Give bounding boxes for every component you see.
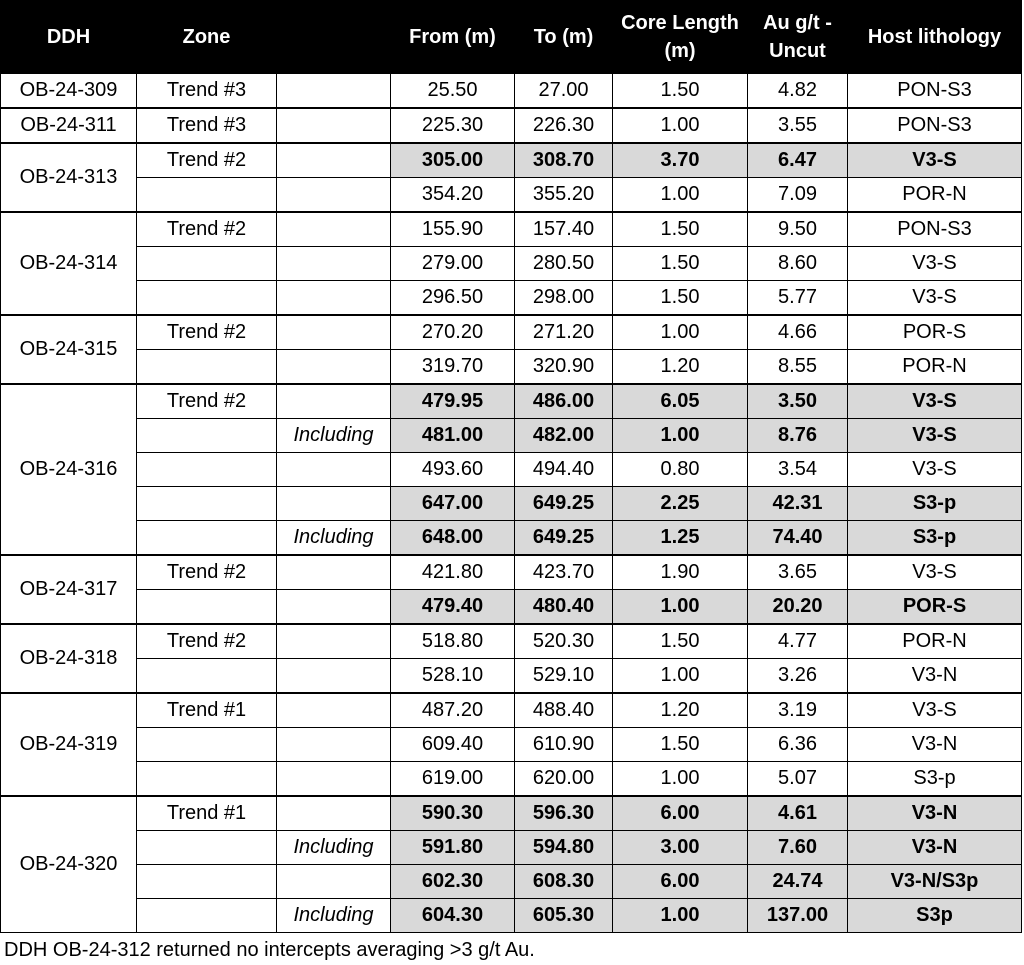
core-length-cell: 1.50 <box>613 728 748 762</box>
from-cell: 305.00 <box>391 143 515 178</box>
table-row <box>1 521 1022 556</box>
host-lithology-cell: V3-S <box>848 555 1022 590</box>
au-grade-cell: 3.26 <box>748 659 848 694</box>
note-cell <box>277 350 391 385</box>
col-header-core-length <box>613 0 748 74</box>
host-lithology-cell: V3-S <box>848 453 1022 487</box>
to-cell: 649.25 <box>515 487 613 521</box>
from-cell: 493.60 <box>391 453 515 487</box>
zone-cell: Trend #2 <box>137 555 277 590</box>
to-cell: 529.10 <box>515 659 613 694</box>
table-row <box>1 555 1022 590</box>
table-row <box>1 384 1022 419</box>
from-cell: 647.00 <box>391 487 515 521</box>
host-lithology-cell: V3-N/S3p <box>848 865 1022 899</box>
to-cell: 520.30 <box>515 624 613 659</box>
core-length-cell: 1.00 <box>613 659 748 694</box>
host-lithology-cell: V3-N <box>848 659 1022 694</box>
col-header-ddh: DDH <box>1 0 137 74</box>
core-length-cell: 1.00 <box>613 762 748 797</box>
table-row <box>1 143 1022 178</box>
ddh-cell: OB-24-311 <box>1 108 137 143</box>
col-header-au-line2: Uncut <box>769 39 826 62</box>
zone-cell: Trend #3 <box>137 108 277 143</box>
core-length-cell: 3.70 <box>613 143 748 178</box>
to-cell: 423.70 <box>515 555 613 590</box>
to-cell: 596.30 <box>515 796 613 831</box>
to-cell: 494.40 <box>515 453 613 487</box>
from-cell: 487.20 <box>391 693 515 728</box>
host-lithology-cell: PON-S3 <box>848 74 1022 109</box>
to-cell: 27.00 <box>515 74 613 109</box>
core-length-cell: 1.00 <box>613 590 748 625</box>
table-row <box>1 419 1022 453</box>
ddh-cell: OB-24-318 <box>1 624 137 693</box>
footnote: DDH OB-24-312 returned no intercepts averaging >3 g/t Au. <box>4 939 535 961</box>
zone-cell <box>137 247 277 281</box>
au-grade-cell: 24.74 <box>748 865 848 899</box>
from-cell: 590.30 <box>391 796 515 831</box>
col-header-to: To (m) <box>515 0 613 74</box>
table-row <box>1 796 1022 831</box>
ddh-cell: OB-24-313 <box>1 143 137 212</box>
host-lithology-cell: POR-N <box>848 178 1022 213</box>
table-header <box>1 0 1022 74</box>
to-cell: 620.00 <box>515 762 613 797</box>
zone-cell <box>137 831 277 865</box>
note-cell <box>277 247 391 281</box>
core-length-cell: 2.25 <box>613 487 748 521</box>
note-cell <box>277 74 391 109</box>
ddh-cell: OB-24-320 <box>1 796 137 933</box>
from-cell: 270.20 <box>391 315 515 350</box>
note-cell: Including <box>277 521 391 556</box>
table-row <box>1 281 1022 316</box>
note-cell <box>277 212 391 247</box>
to-cell: 605.30 <box>515 899 613 933</box>
from-cell: 279.00 <box>391 247 515 281</box>
note-cell: Including <box>277 831 391 865</box>
zone-cell <box>137 865 277 899</box>
note-cell <box>277 315 391 350</box>
table-row <box>1 831 1022 865</box>
au-grade-cell: 4.66 <box>748 315 848 350</box>
to-cell: 355.20 <box>515 178 613 213</box>
core-length-cell: 1.50 <box>613 624 748 659</box>
to-cell: 488.40 <box>515 693 613 728</box>
host-lithology-cell: V3-S <box>848 384 1022 419</box>
zone-cell: Trend #3 <box>137 74 277 109</box>
to-cell: 280.50 <box>515 247 613 281</box>
host-lithology-cell: PON-S3 <box>848 108 1022 143</box>
from-cell: 421.80 <box>391 555 515 590</box>
au-grade-cell: 42.31 <box>748 487 848 521</box>
from-cell: 296.50 <box>391 281 515 316</box>
core-length-cell: 1.50 <box>613 281 748 316</box>
core-length-cell: 1.20 <box>613 350 748 385</box>
host-lithology-cell: POR-N <box>848 624 1022 659</box>
note-cell <box>277 487 391 521</box>
note-cell: Including <box>277 419 391 453</box>
table-row <box>1 178 1022 213</box>
core-length-cell: 1.50 <box>613 74 748 109</box>
zone-cell <box>137 419 277 453</box>
au-grade-cell: 5.77 <box>748 281 848 316</box>
ddh-cell: OB-24-309 <box>1 74 137 109</box>
note-cell <box>277 384 391 419</box>
table-row <box>1 247 1022 281</box>
zone-cell <box>137 590 277 625</box>
ddh-cell: OB-24-316 <box>1 384 137 555</box>
au-grade-cell: 3.65 <box>748 555 848 590</box>
col-header-au <box>748 0 848 74</box>
au-grade-cell: 7.09 <box>748 178 848 213</box>
au-grade-cell: 6.36 <box>748 728 848 762</box>
note-cell <box>277 728 391 762</box>
core-length-cell: 1.90 <box>613 555 748 590</box>
au-grade-cell: 8.76 <box>748 419 848 453</box>
au-grade-cell: 4.82 <box>748 74 848 109</box>
note-cell <box>277 624 391 659</box>
col-header-zone: Zone <box>137 0 277 74</box>
table-row <box>1 212 1022 247</box>
host-lithology-cell: V3-S <box>848 419 1022 453</box>
table-row <box>1 108 1022 143</box>
au-grade-cell: 4.77 <box>748 624 848 659</box>
to-cell: 486.00 <box>515 384 613 419</box>
from-cell: 479.40 <box>391 590 515 625</box>
host-lithology-cell: POR-S <box>848 590 1022 625</box>
from-cell: 25.50 <box>391 74 515 109</box>
col-header-core-length-line1: Core Length <box>621 11 739 34</box>
au-grade-cell: 9.50 <box>748 212 848 247</box>
header-row <box>1 0 1022 74</box>
from-cell: 602.30 <box>391 865 515 899</box>
au-grade-cell: 5.07 <box>748 762 848 797</box>
from-cell: 479.95 <box>391 384 515 419</box>
to-cell: 482.00 <box>515 419 613 453</box>
note-cell <box>277 762 391 797</box>
core-length-cell: 6.00 <box>613 865 748 899</box>
au-grade-cell: 74.40 <box>748 521 848 556</box>
to-cell: 480.40 <box>515 590 613 625</box>
col-header-host: Host lithology <box>848 0 1022 74</box>
ddh-cell: OB-24-314 <box>1 212 137 315</box>
ddh-cell: OB-24-319 <box>1 693 137 796</box>
zone-cell: Trend #2 <box>137 384 277 419</box>
zone-cell <box>137 487 277 521</box>
core-length-cell: 1.25 <box>613 521 748 556</box>
host-lithology-cell: V3-S <box>848 281 1022 316</box>
note-cell <box>277 555 391 590</box>
au-grade-cell: 137.00 <box>748 899 848 933</box>
au-grade-cell: 8.55 <box>748 350 848 385</box>
from-cell: 528.10 <box>391 659 515 694</box>
core-length-cell: 1.20 <box>613 693 748 728</box>
au-grade-cell: 3.50 <box>748 384 848 419</box>
col-header-core-length-line2: (m) <box>664 39 696 62</box>
host-lithology-cell: V3-S <box>848 143 1022 178</box>
core-length-cell: 1.00 <box>613 419 748 453</box>
host-lithology-cell: POR-S <box>848 315 1022 350</box>
from-cell: 619.00 <box>391 762 515 797</box>
au-grade-cell: 6.47 <box>748 143 848 178</box>
table-row <box>1 728 1022 762</box>
to-cell: 271.20 <box>515 315 613 350</box>
au-grade-cell: 3.55 <box>748 108 848 143</box>
note-cell <box>277 281 391 316</box>
note-cell <box>277 178 391 213</box>
au-grade-cell: 20.20 <box>748 590 848 625</box>
au-grade-cell: 7.60 <box>748 831 848 865</box>
core-length-cell: 1.00 <box>613 315 748 350</box>
au-grade-cell: 3.19 <box>748 693 848 728</box>
zone-cell: Trend #2 <box>137 624 277 659</box>
zone-cell: Trend #2 <box>137 315 277 350</box>
from-cell: 354.20 <box>391 178 515 213</box>
table-row <box>1 693 1022 728</box>
core-length-cell: 1.00 <box>613 108 748 143</box>
zone-cell <box>137 762 277 797</box>
ddh-cell: OB-24-317 <box>1 555 137 624</box>
host-lithology-cell: V3-N <box>848 796 1022 831</box>
host-lithology-cell: S3-p <box>848 487 1022 521</box>
zone-cell: Trend #1 <box>137 693 277 728</box>
host-lithology-cell: S3-p <box>848 762 1022 797</box>
table-body <box>1 74 1022 933</box>
col-header-note <box>277 0 391 74</box>
core-length-cell: 1.00 <box>613 178 748 213</box>
host-lithology-cell: POR-N <box>848 350 1022 385</box>
core-length-cell: 6.05 <box>613 384 748 419</box>
table-row <box>1 74 1022 109</box>
to-cell: 157.40 <box>515 212 613 247</box>
to-cell: 298.00 <box>515 281 613 316</box>
note-cell <box>277 796 391 831</box>
to-cell: 320.90 <box>515 350 613 385</box>
note-cell <box>277 693 391 728</box>
from-cell: 481.00 <box>391 419 515 453</box>
from-cell: 604.30 <box>391 899 515 933</box>
zone-cell: Trend #2 <box>137 212 277 247</box>
from-cell: 319.70 <box>391 350 515 385</box>
zone-cell <box>137 350 277 385</box>
host-lithology-cell: V3-N <box>848 728 1022 762</box>
host-lithology-cell: S3p <box>848 899 1022 933</box>
from-cell: 648.00 <box>391 521 515 556</box>
zone-cell <box>137 728 277 762</box>
host-lithology-cell: V3-N <box>848 831 1022 865</box>
au-grade-cell: 3.54 <box>748 453 848 487</box>
zone-cell: Trend #2 <box>137 143 277 178</box>
table-row <box>1 315 1022 350</box>
note-cell <box>277 865 391 899</box>
table-row <box>1 453 1022 487</box>
table-row <box>1 624 1022 659</box>
from-cell: 225.30 <box>391 108 515 143</box>
core-length-cell: 1.50 <box>613 247 748 281</box>
from-cell: 518.80 <box>391 624 515 659</box>
zone-cell <box>137 659 277 694</box>
core-length-cell: 0.80 <box>613 453 748 487</box>
to-cell: 308.70 <box>515 143 613 178</box>
host-lithology-cell: S3-p <box>848 521 1022 556</box>
table-row <box>1 590 1022 625</box>
from-cell: 155.90 <box>391 212 515 247</box>
host-lithology-cell: V3-S <box>848 693 1022 728</box>
zone-cell: Trend #1 <box>137 796 277 831</box>
col-header-au-line1: Au g/t - <box>763 11 832 34</box>
host-lithology-cell: V3-S <box>848 247 1022 281</box>
au-grade-cell: 4.61 <box>748 796 848 831</box>
core-length-cell: 6.00 <box>613 796 748 831</box>
note-cell <box>277 453 391 487</box>
note-cell <box>277 590 391 625</box>
to-cell: 594.80 <box>515 831 613 865</box>
note-cell: Including <box>277 899 391 933</box>
zone-cell <box>137 178 277 213</box>
table-row <box>1 487 1022 521</box>
table-row <box>1 350 1022 385</box>
zone-cell <box>137 899 277 933</box>
zone-cell <box>137 281 277 316</box>
core-length-cell: 1.50 <box>613 212 748 247</box>
table-row <box>1 865 1022 899</box>
ddh-cell: OB-24-315 <box>1 315 137 384</box>
note-cell <box>277 143 391 178</box>
zone-cell <box>137 453 277 487</box>
to-cell: 610.90 <box>515 728 613 762</box>
col-header-from: From (m) <box>391 0 515 74</box>
au-grade-cell: 8.60 <box>748 247 848 281</box>
to-cell: 226.30 <box>515 108 613 143</box>
from-cell: 591.80 <box>391 831 515 865</box>
from-cell: 609.40 <box>391 728 515 762</box>
to-cell: 608.30 <box>515 865 613 899</box>
note-cell <box>277 659 391 694</box>
core-length-cell: 3.00 <box>613 831 748 865</box>
table-row <box>1 762 1022 797</box>
core-length-cell: 1.00 <box>613 899 748 933</box>
zone-cell <box>137 521 277 556</box>
table-row <box>1 899 1022 933</box>
host-lithology-cell: PON-S3 <box>848 212 1022 247</box>
table-row <box>1 659 1022 694</box>
note-cell <box>277 108 391 143</box>
to-cell: 649.25 <box>515 521 613 556</box>
